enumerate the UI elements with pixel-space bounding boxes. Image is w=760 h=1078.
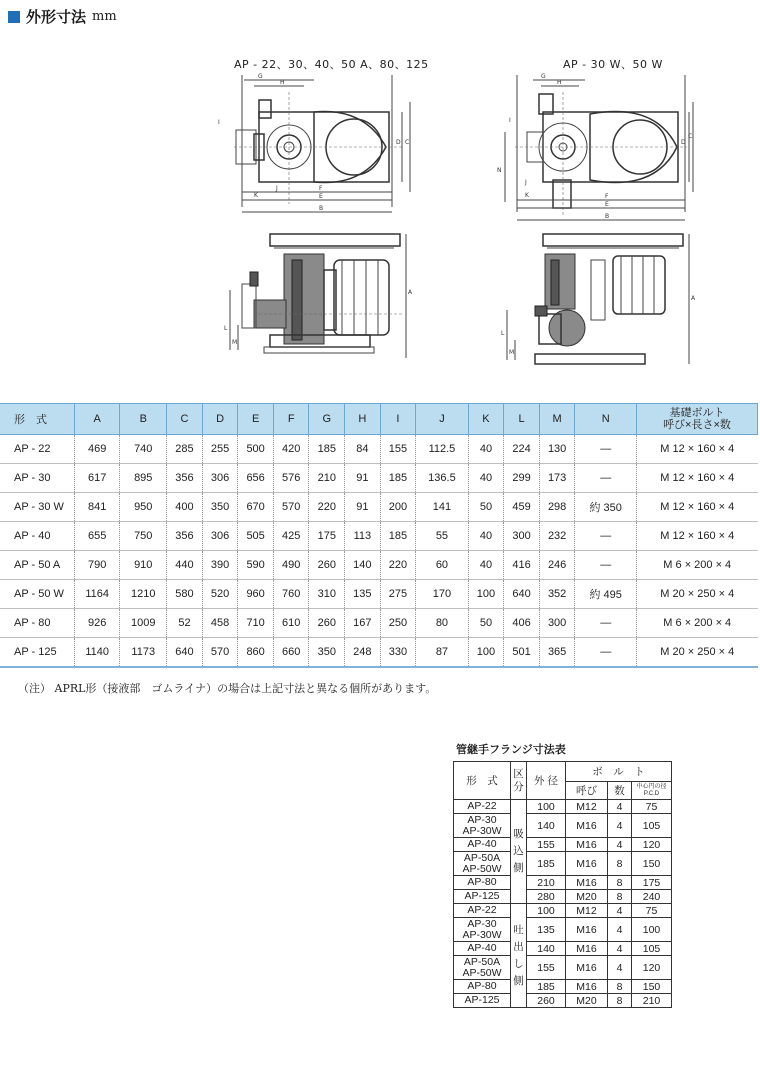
value-cell: 505: [238, 522, 274, 551]
flange-row: [454, 814, 672, 838]
right-side-view-drawing: [495, 230, 695, 375]
flange-od-cell: 280: [527, 890, 566, 904]
value-cell: 365: [539, 638, 575, 668]
value-cell: 1164: [75, 580, 120, 609]
footnote: （注） APRL形（接液部 ゴムライナ）の場合は上記寸法と異なる個所があります。: [18, 682, 437, 695]
col-header: M: [539, 404, 575, 435]
col-header: D: [202, 404, 238, 435]
flange-bolt-cell: M16: [566, 838, 608, 852]
flange-header-od: 外 径: [527, 762, 566, 800]
left-side-view-drawing: [214, 230, 414, 370]
value-cell: 60: [416, 551, 468, 580]
flange-pcd-cell: 150: [632, 852, 672, 876]
col-header: F: [273, 404, 309, 435]
value-cell: 100: [468, 580, 504, 609]
flange-pcd-cell: 120: [632, 956, 672, 980]
value-cell: 220: [309, 493, 345, 522]
flange-od-cell: 100: [527, 904, 566, 918]
value-cell: 710: [238, 609, 274, 638]
flange-count-cell: 4: [608, 800, 632, 814]
value-cell: 400: [167, 493, 203, 522]
flange-od-cell: 210: [527, 876, 566, 890]
dim-letter-j-r: J: [525, 179, 527, 186]
flange-row: [454, 994, 672, 1008]
dim-letter-m: M: [232, 339, 238, 346]
value-cell: 310: [309, 580, 345, 609]
value-cell: 490: [273, 551, 309, 580]
value-cell: 185: [309, 435, 345, 464]
value-cell: 135: [345, 580, 381, 609]
value-cell: 640: [167, 638, 203, 668]
value-cell: 200: [380, 493, 416, 522]
col-header: N: [575, 404, 637, 435]
value-cell: 300: [539, 609, 575, 638]
flange-model-cell: AP-22: [454, 800, 511, 814]
value-cell: ―: [575, 464, 637, 493]
flange-model-cell: AP-30 AP-30W: [454, 918, 511, 942]
value-cell: 299: [504, 464, 540, 493]
value-cell: 80: [416, 609, 468, 638]
flange-header-yobi: 呼び: [566, 782, 608, 800]
value-cell: 170: [416, 580, 468, 609]
value-cell: 895: [120, 464, 167, 493]
flange-count-cell: 4: [608, 956, 632, 980]
col-header: C: [167, 404, 203, 435]
value-cell: 356: [167, 522, 203, 551]
flange-header-model: 形 式: [454, 762, 511, 800]
dim-letter-m-r: M: [509, 349, 515, 356]
value-cell: 350: [202, 493, 238, 522]
value-cell: 306: [202, 464, 238, 493]
dim-letter-a-r: A: [691, 295, 695, 302]
value-cell: 175: [309, 522, 345, 551]
flange-bolt-cell: M16: [566, 814, 608, 838]
value-cell: 420: [273, 435, 309, 464]
value-cell: 860: [238, 638, 274, 668]
flange-od-cell: 155: [527, 956, 566, 980]
value-cell: ―: [575, 551, 637, 580]
value-cell: 469: [75, 435, 120, 464]
value-cell: 670: [238, 493, 274, 522]
flange-pcd-cell: 120: [632, 838, 672, 852]
value-cell: 55: [416, 522, 468, 551]
col-header-foundation-bolt: 基礎ボルト 呼び×長さ×数: [637, 404, 758, 435]
flange-table-title: 管継手フランジ寸法表: [456, 743, 566, 756]
flange-count-cell: 8: [608, 890, 632, 904]
value-cell: 40: [468, 522, 504, 551]
left-drawing-label: AP - 22、30、40、50 A、80、125: [234, 58, 429, 71]
value-cell: 790: [75, 551, 120, 580]
flange-row: [454, 838, 672, 852]
flange-model-cell: AP-22: [454, 904, 511, 918]
model-cell: AP - 80: [0, 609, 75, 638]
model-cell: AP - 125: [0, 638, 75, 668]
dim-letter-k: K: [254, 192, 258, 199]
value-cell: 260: [309, 609, 345, 638]
value-cell: 760: [273, 580, 309, 609]
flange-row: [454, 890, 672, 904]
flange-bolt-cell: M20: [566, 890, 608, 904]
value-cell: M 20 × 250 × 4: [637, 580, 758, 609]
col-header: K: [468, 404, 504, 435]
value-cell: 1173: [120, 638, 167, 668]
flange-bolt-cell: M16: [566, 942, 608, 956]
value-cell: 210: [309, 464, 345, 493]
value-cell: 960: [238, 580, 274, 609]
flange-row: [454, 904, 672, 918]
dim-letter-h-r: H: [557, 79, 562, 86]
flange-count-cell: 8: [608, 876, 632, 890]
value-cell: 298: [539, 493, 575, 522]
value-cell: 167: [345, 609, 381, 638]
value-cell: 617: [75, 464, 120, 493]
value-cell: 84: [345, 435, 381, 464]
flange-model-cell: AP-125: [454, 994, 511, 1008]
value-cell: 740: [120, 435, 167, 464]
value-cell: 220: [380, 551, 416, 580]
flange-header-pcd: 中心円の径 P.C.D: [632, 782, 672, 800]
flange-row: [454, 800, 672, 814]
flange-pcd-cell: 105: [632, 814, 672, 838]
value-cell: 660: [273, 638, 309, 668]
col-header: H: [345, 404, 381, 435]
flange-od-cell: 185: [527, 980, 566, 994]
model-cell: AP - 50 W: [0, 580, 75, 609]
value-cell: 390: [202, 551, 238, 580]
dim-letter-c: C: [405, 139, 410, 146]
header-square-icon: [8, 11, 20, 23]
dimension-table-header: [0, 404, 758, 435]
value-cell: 570: [273, 493, 309, 522]
right-top-view-drawing: [495, 72, 695, 232]
value-cell: M 6 × 200 × 4: [637, 609, 758, 638]
flange-header-count: 数: [608, 782, 632, 800]
flange-bolt-cell: M16: [566, 876, 608, 890]
flange-model-cell: AP-50A AP-50W: [454, 852, 511, 876]
flange-model-cell: AP-40: [454, 838, 511, 852]
flange-count-cell: 4: [608, 904, 632, 918]
flange-row: [454, 942, 672, 956]
value-cell: 350: [309, 638, 345, 668]
value-cell: 173: [539, 464, 575, 493]
flange-pcd-cell: 100: [632, 918, 672, 942]
value-cell: 113: [345, 522, 381, 551]
flange-pcd-cell: 150: [632, 980, 672, 994]
flange-bolt-cell: M12: [566, 800, 608, 814]
value-cell: ―: [575, 435, 637, 464]
value-cell: 501: [504, 638, 540, 668]
model-cell: AP - 30 W: [0, 493, 75, 522]
col-header: L: [504, 404, 540, 435]
dim-letter-g-r: G: [541, 73, 546, 80]
value-cell: 406: [504, 609, 540, 638]
flange-count-cell: 4: [608, 942, 632, 956]
model-cell: AP - 40: [0, 522, 75, 551]
value-cell: 910: [120, 551, 167, 580]
value-cell: 40: [468, 435, 504, 464]
section-title: 外形寸法: [26, 8, 87, 26]
value-cell: ―: [575, 522, 637, 551]
dim-letter-d-r: D: [681, 139, 686, 146]
value-cell: 580: [167, 580, 203, 609]
value-cell: 約 350: [575, 493, 637, 522]
flange-count-cell: 4: [608, 838, 632, 852]
dim-letter-c-r: C: [688, 133, 693, 140]
table-row: [0, 580, 758, 609]
value-cell: 926: [75, 609, 120, 638]
value-cell: M 12 × 160 × 4: [637, 522, 758, 551]
col-header: I: [380, 404, 416, 435]
flange-pcd-cell: 175: [632, 876, 672, 890]
value-cell: 356: [167, 464, 203, 493]
value-cell: 136.5: [416, 464, 468, 493]
value-cell: 224: [504, 435, 540, 464]
flange-bolt-cell: M16: [566, 956, 608, 980]
model-cell: AP - 22: [0, 435, 75, 464]
flange-row: [454, 918, 672, 942]
suction-side-label: 吸 込 側: [511, 800, 527, 904]
dim-letter-l: L: [224, 325, 228, 332]
col-header: J: [416, 404, 468, 435]
value-cell: 425: [273, 522, 309, 551]
value-cell: 352: [539, 580, 575, 609]
left-top-view-drawing: [214, 72, 414, 232]
value-cell: 250: [380, 609, 416, 638]
value-cell: 40: [468, 464, 504, 493]
value-cell: 656: [238, 464, 274, 493]
flange-od-cell: 135: [527, 918, 566, 942]
flange-header-bolt: ボ ル ト: [566, 762, 672, 782]
dim-letter-d: D: [396, 139, 401, 146]
value-cell: 87: [416, 638, 468, 668]
value-cell: 640: [504, 580, 540, 609]
value-cell: 112.5: [416, 435, 468, 464]
flange-pcd-cell: 240: [632, 890, 672, 904]
value-cell: 141: [416, 493, 468, 522]
dim-letter-h: H: [280, 79, 285, 86]
dim-letter-f: F: [319, 185, 323, 192]
value-cell: 140: [345, 551, 381, 580]
dim-letter-n-r: N: [497, 167, 502, 174]
flange-model-cell: AP-40: [454, 942, 511, 956]
dim-letter-f-r: F: [605, 193, 609, 200]
value-cell: 100: [468, 638, 504, 668]
table-row: [0, 464, 758, 493]
flange-row: [454, 956, 672, 980]
col-header: G: [309, 404, 345, 435]
dim-letter-g: G: [258, 73, 263, 80]
value-cell: 458: [202, 609, 238, 638]
flange-model-cell: AP-80: [454, 876, 511, 890]
value-cell: 610: [273, 609, 309, 638]
value-cell: 40: [468, 551, 504, 580]
value-cell: 1009: [120, 609, 167, 638]
flange-count-cell: 8: [608, 852, 632, 876]
value-cell: 91: [345, 464, 381, 493]
value-cell: 52: [167, 609, 203, 638]
flange-model-cell: AP-80: [454, 980, 511, 994]
flange-bolt-cell: M16: [566, 918, 608, 942]
value-cell: 285: [167, 435, 203, 464]
flange-pcd-cell: 210: [632, 994, 672, 1008]
flange-model-cell: AP-50A AP-50W: [454, 956, 511, 980]
value-cell: 248: [345, 638, 381, 668]
value-cell: 1140: [75, 638, 120, 668]
flange-header-kubun: 区 分: [511, 762, 527, 800]
flange-row: [454, 852, 672, 876]
value-cell: M 20 × 250 × 4: [637, 638, 758, 668]
dimension-table: [0, 403, 758, 668]
dim-letter-i: I: [218, 119, 220, 126]
flange-count-cell: 8: [608, 994, 632, 1008]
value-cell: M 6 × 200 × 4: [637, 551, 758, 580]
value-cell: 416: [504, 551, 540, 580]
model-cell: AP - 30: [0, 464, 75, 493]
col-header: A: [75, 404, 120, 435]
flange-bolt-cell: M20: [566, 994, 608, 1008]
value-cell: 300: [504, 522, 540, 551]
value-cell: 330: [380, 638, 416, 668]
value-cell: 520: [202, 580, 238, 609]
value-cell: 655: [75, 522, 120, 551]
right-drawing-label: AP - 30 W、50 W: [563, 58, 663, 71]
flange-pcd-cell: 75: [632, 800, 672, 814]
value-cell: 260: [309, 551, 345, 580]
value-cell: 255: [202, 435, 238, 464]
flange-bolt-cell: M16: [566, 980, 608, 994]
table-row: [0, 522, 758, 551]
flange-od-cell: 140: [527, 814, 566, 838]
value-cell: ―: [575, 609, 637, 638]
table-row: [0, 493, 758, 522]
flange-table: [453, 761, 672, 1008]
flange-row: [454, 876, 672, 890]
flange-row: [454, 980, 672, 994]
dim-letter-j: J: [276, 185, 278, 192]
col-header: 形 式: [0, 404, 75, 435]
flange-od-cell: 260: [527, 994, 566, 1008]
value-cell: 500: [238, 435, 274, 464]
discharge-side-label: 吐 出 し 側: [511, 904, 527, 1008]
flange-model-cell: AP-30 AP-30W: [454, 814, 511, 838]
dim-letter-a: A: [408, 289, 413, 296]
dim-letter-e: E: [319, 193, 323, 200]
flange-bolt-cell: M12: [566, 904, 608, 918]
value-cell: ―: [575, 638, 637, 668]
value-cell: 50: [468, 609, 504, 638]
value-cell: 275: [380, 580, 416, 609]
value-cell: 1210: [120, 580, 167, 609]
value-cell: 50: [468, 493, 504, 522]
value-cell: M 12 × 160 × 4: [637, 493, 758, 522]
value-cell: 950: [120, 493, 167, 522]
dim-letter-k-r: K: [525, 192, 529, 199]
table-row: [0, 435, 758, 464]
col-header: E: [238, 404, 274, 435]
flange-count-cell: 8: [608, 980, 632, 994]
flange-model-cell: AP-125: [454, 890, 511, 904]
dim-letter-b: B: [319, 205, 324, 212]
flange-bolt-cell: M16: [566, 852, 608, 876]
value-cell: 約 495: [575, 580, 637, 609]
value-cell: 130: [539, 435, 575, 464]
flange-od-cell: 155: [527, 838, 566, 852]
table-row: [0, 551, 758, 580]
model-cell: AP - 50 A: [0, 551, 75, 580]
table-row: [0, 638, 758, 668]
dim-letter-b-r: B: [605, 213, 610, 220]
value-cell: 185: [380, 464, 416, 493]
section-header: [8, 6, 117, 27]
dim-letter-l-r: L: [501, 330, 505, 337]
flange-od-cell: 140: [527, 942, 566, 956]
value-cell: 306: [202, 522, 238, 551]
value-cell: 459: [504, 493, 540, 522]
col-header: B: [120, 404, 167, 435]
value-cell: 91: [345, 493, 381, 522]
value-cell: 590: [238, 551, 274, 580]
value-cell: 576: [273, 464, 309, 493]
table-row: [0, 609, 758, 638]
value-cell: 246: [539, 551, 575, 580]
value-cell: 841: [75, 493, 120, 522]
flange-od-cell: 100: [527, 800, 566, 814]
unit-label: mm: [92, 9, 117, 24]
value-cell: M 12 × 160 × 4: [637, 464, 758, 493]
value-cell: 750: [120, 522, 167, 551]
flange-count-cell: 4: [608, 918, 632, 942]
dim-letter-i-r: I: [509, 117, 511, 124]
value-cell: 232: [539, 522, 575, 551]
value-cell: M 12 × 160 × 4: [637, 435, 758, 464]
value-cell: 440: [167, 551, 203, 580]
value-cell: 155: [380, 435, 416, 464]
flange-od-cell: 185: [527, 852, 566, 876]
value-cell: 570: [202, 638, 238, 668]
flange-count-cell: 4: [608, 814, 632, 838]
value-cell: 185: [380, 522, 416, 551]
dim-letter-e-r: E: [605, 201, 609, 208]
flange-pcd-cell: 75: [632, 904, 672, 918]
flange-pcd-cell: 105: [632, 942, 672, 956]
